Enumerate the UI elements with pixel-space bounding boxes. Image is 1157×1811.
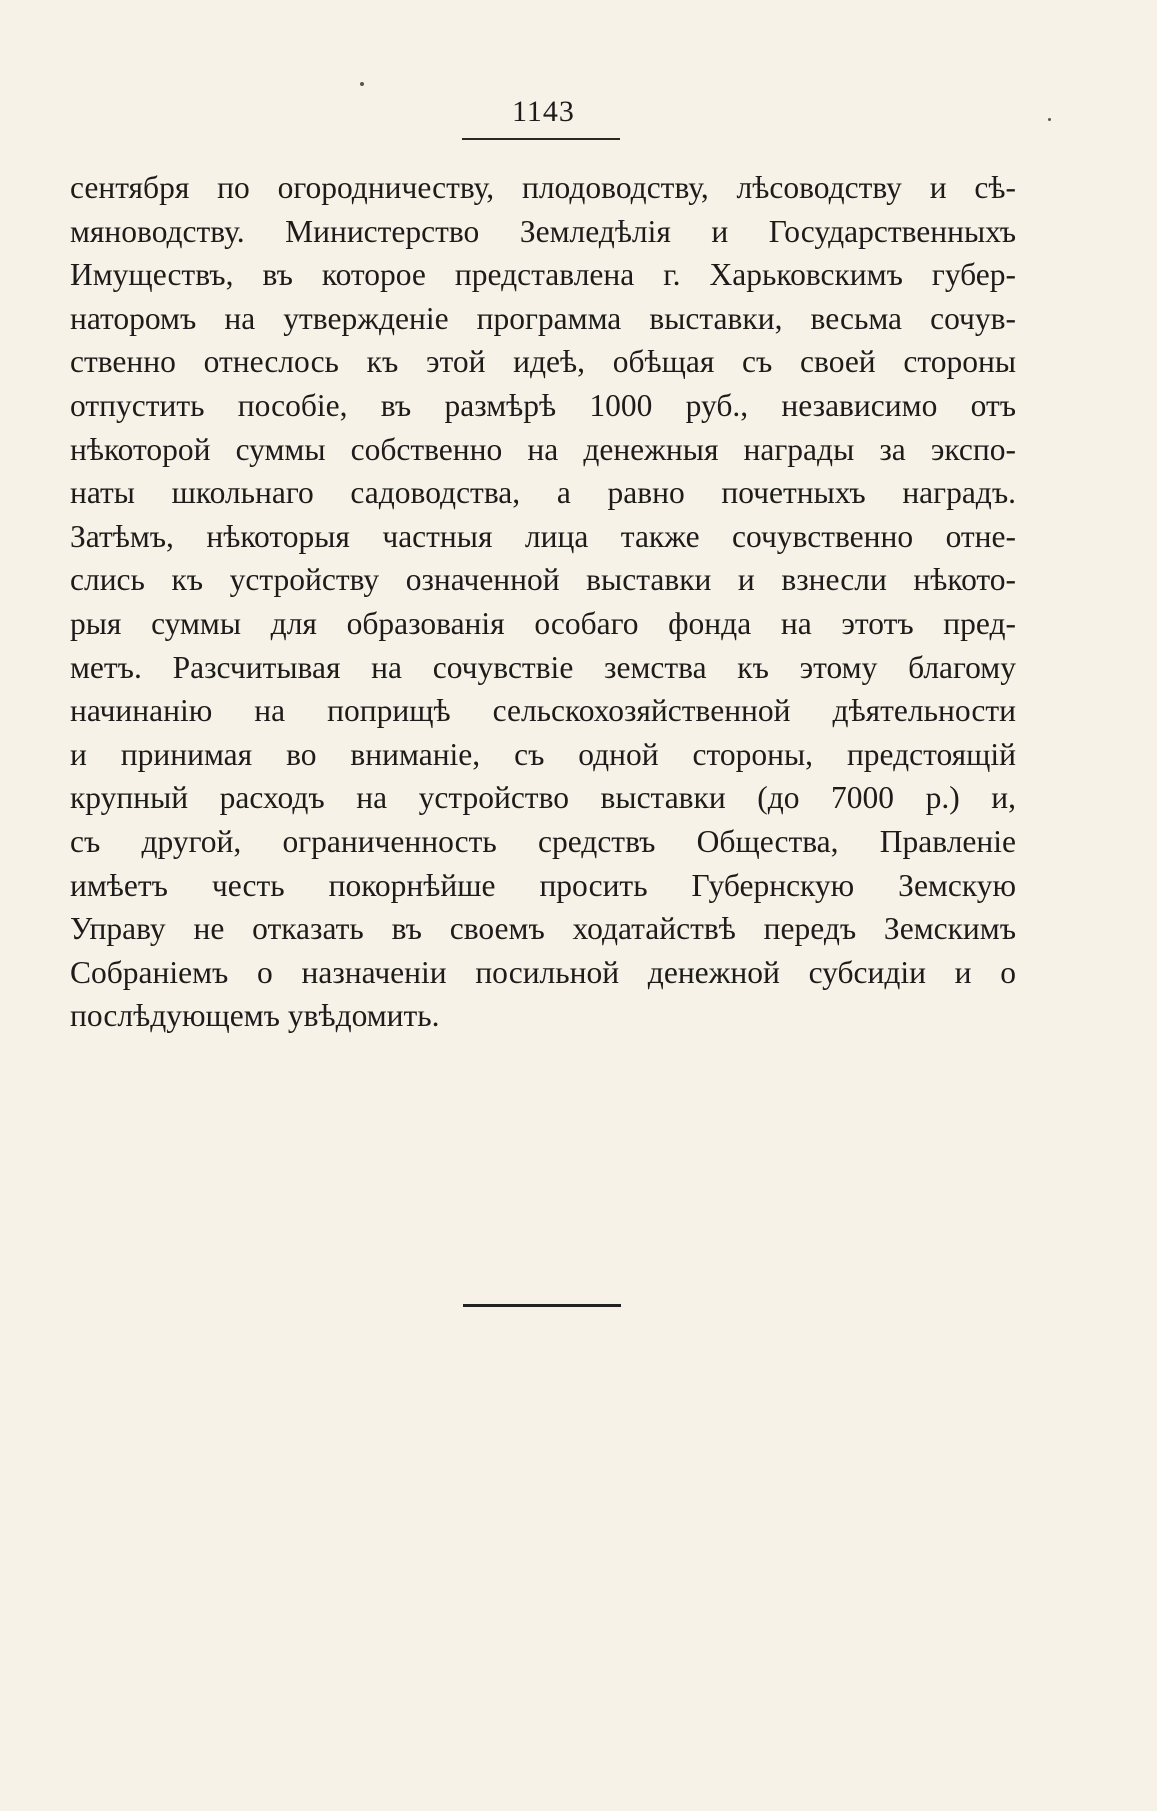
footer-rule: [463, 1304, 621, 1307]
text-line: наты школьнаго садоводства, а равно почетныхъ наградъ.: [70, 475, 1016, 511]
text-line: имѣетъ честь покорнѣйше просить Губернскую Земскую: [70, 867, 1016, 903]
text-line: и принимая во вниманіе, съ одной стороны, предстоящій: [70, 736, 1016, 772]
text-line: сентября по огородничеству, плодоводству, лѣсоводству и сѣ-: [70, 170, 1016, 205]
text-line: съ другой, ограниченность средствъ Общества, Правленіе: [70, 823, 1016, 859]
text-line: крупный расходъ на устройство выставки (до 7000 р.) и,: [70, 780, 1016, 816]
page-number: 1143: [512, 95, 575, 128]
text-line-last: послѣдующемъ увѣдомить.: [70, 998, 440, 1034]
text-line: Затѣмъ, нѣкоторыя частныя лица также сочувственно отне-: [70, 518, 1016, 554]
text-line: рыя суммы для образованія особаго фонда на этотъ пред-: [70, 605, 1016, 641]
body-paragraph: [70, 166, 1016, 1038]
text-line: ственно отнеслось къ этой идеѣ, обѣщая съ своей стороны: [70, 344, 1016, 380]
text-line: Собраніемъ о назначеніи посильной денежной субсидіи и о: [70, 954, 1016, 990]
ink-speck: [360, 82, 364, 86]
header-rule: [462, 138, 620, 140]
text-line: Имуществъ, въ которое представлена г. Харьковскимъ губер-: [70, 257, 1016, 293]
text-line: слись къ устройству означенной выставки и взнесли нѣкото-: [70, 562, 1016, 598]
text-line: Управу не отказать въ своемъ ходатайствѣ передъ Земскимъ: [70, 911, 1016, 947]
text-line: мяноводству. Министерство Земледѣлія и Государственныхъ: [70, 213, 1016, 249]
text-line: начинанію на поприщѣ сельскохозяйственной дѣятельности: [70, 693, 1016, 729]
text-line: нѣкоторой суммы собственно на денежныя награды за экспо-: [70, 431, 1016, 467]
text-line: наторомъ на утвержденіе программа выставки, весьма сочув-: [70, 300, 1016, 336]
text-line: метъ. Разсчитывая на сочувствіе земства къ этому благому: [70, 649, 1016, 685]
text-line: отпустить пособіе, въ размѣрѣ 1000 руб., независимо отъ: [70, 387, 1016, 423]
